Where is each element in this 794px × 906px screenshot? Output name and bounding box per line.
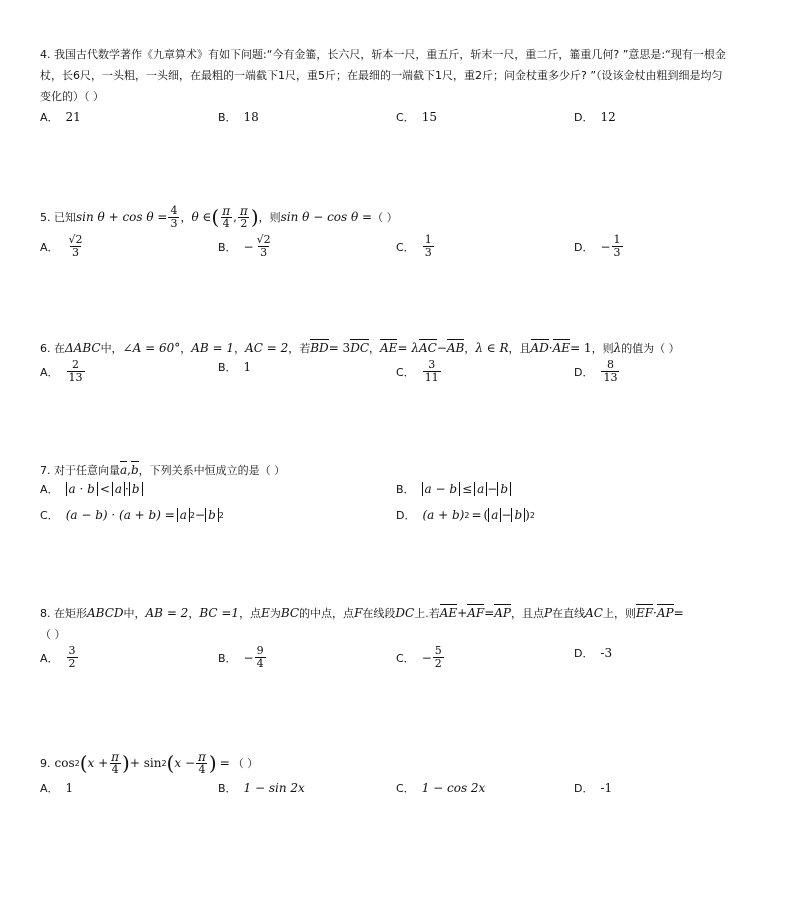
option-a[interactable]: A． a · b < a · b [40,481,143,497]
option-b[interactable]: B． − $\frac{√2}{3}$ [218,233,271,259]
option-c[interactable]: C． $\frac{3}{11}$ [396,358,439,384]
question-5-stem: 5. 已知 sin θ + cos θ = $\frac{4}{3}$ ， θ ∈ ( $\frac{\pi}{4}$ , $\frac{\pi}{2}$ ) ，则 sin θ − cos θ = （ ） [40,203,398,230]
question-6-stem: 6. 在 ΔABC 中， ∠A = 60° ， AB = 1 ， AC = 2 ，若 BD = 3 DC ， AE = λ AC − AB ， λ ∈ R ，且 AD · AE = 1 ，则 λ 的值为（ ） [40,338,760,359]
option-a[interactable]: A． $\frac{√2}{3}$ [40,233,83,259]
option-b[interactable]: B． a − b ≤ a − b [396,481,511,497]
question-4-line-2: 杖，长6尺，一头粗，一头细，在最粗的一端截下1尺，重5斤；在最细的一端截下1尺，重2斤；问金杖重多少斤? ”（设该金杖由粗到细是均匀 [40,69,723,82]
question-7 [40,460,760,537]
question-4 [40,44,760,141]
option-b[interactable]: B． 18 [218,110,259,124]
option-a[interactable]: A． $\frac{2}{13}$ [40,358,83,384]
question-5-options [40,234,760,272]
question-4-options [40,109,760,141]
option-d[interactable]: D． 12 [574,110,616,124]
option-c[interactable]: C． 1 − cos 2x [396,781,486,795]
option-b[interactable]: B． 1 [218,360,252,374]
option-d[interactable]: D． $\frac{8}{13}$ [574,358,618,384]
option-a[interactable]: A． $\frac{3}{2}$ [40,644,76,670]
option-a[interactable]: A． 1 [40,781,74,795]
question-7-stem: 7. 对于任意向量 a , b ，下列关系中恒成立的是（ ） [40,460,760,481]
option-c[interactable]: C． (a − b) · (a + b) = a 2 − b 2 [40,508,224,522]
question-9-stem: 9. cos 2 ( x + $\frac{\pi}{4}$ ) + sin 2 ( x − $\frac{\pi}{4}$ ) = （ ） [40,749,259,776]
question-8-paren: （ ） [40,628,66,641]
question-5 [40,200,760,272]
question-9 [40,746,760,812]
question-4-line-1: 4. 我国古代数学著作《九章算术》有如下问题:“今有金箠，长六尺，斩本一尺，重五斤，斩末一尺，重二斤，箠重几何? ”意思是:“现有一根金 [40,48,726,61]
question-8 [40,603,760,683]
question-4-line-3: 变化的）（ ） [40,90,104,103]
option-a[interactable]: A． 21 [40,110,81,124]
option-d[interactable]: D． − $\frac{1}{3}$ [574,233,621,259]
option-c[interactable]: C． $\frac{1}{3}$ [396,233,432,259]
question-8-options [40,645,760,683]
question-4-stem [40,44,760,107]
question-6-options [40,359,760,397]
question-7-options-row-2 [40,507,760,537]
question-9-options [40,780,760,812]
option-d[interactable]: D． -1 [574,781,613,795]
question-8-stem: 8. 在矩形 ABCD 中， AB = 2 ， BC =1 ，点 E 为 BC 的中点，点 F 在线段 DC 上.若 AE + AF = AP ，且点 P 在直线 AC 上，则 EF · AP = [40,603,760,624]
option-c[interactable]: C． 15 [396,110,437,124]
fraction: $\frac{4}{3}$ [170,203,178,230]
option-b[interactable]: B． − $\frac{9}{4}$ [218,644,264,670]
question-7-options-row-1 [40,481,760,507]
option-b[interactable]: B． 1 − sin 2x [218,781,305,795]
option-c[interactable]: C． − $\frac{5}{2}$ [396,644,442,670]
option-d[interactable]: D． (a + b) 2 = ( a − b ) 2 [396,508,535,522]
question-6 [40,338,760,397]
option-d[interactable]: D． -3 [574,646,613,660]
